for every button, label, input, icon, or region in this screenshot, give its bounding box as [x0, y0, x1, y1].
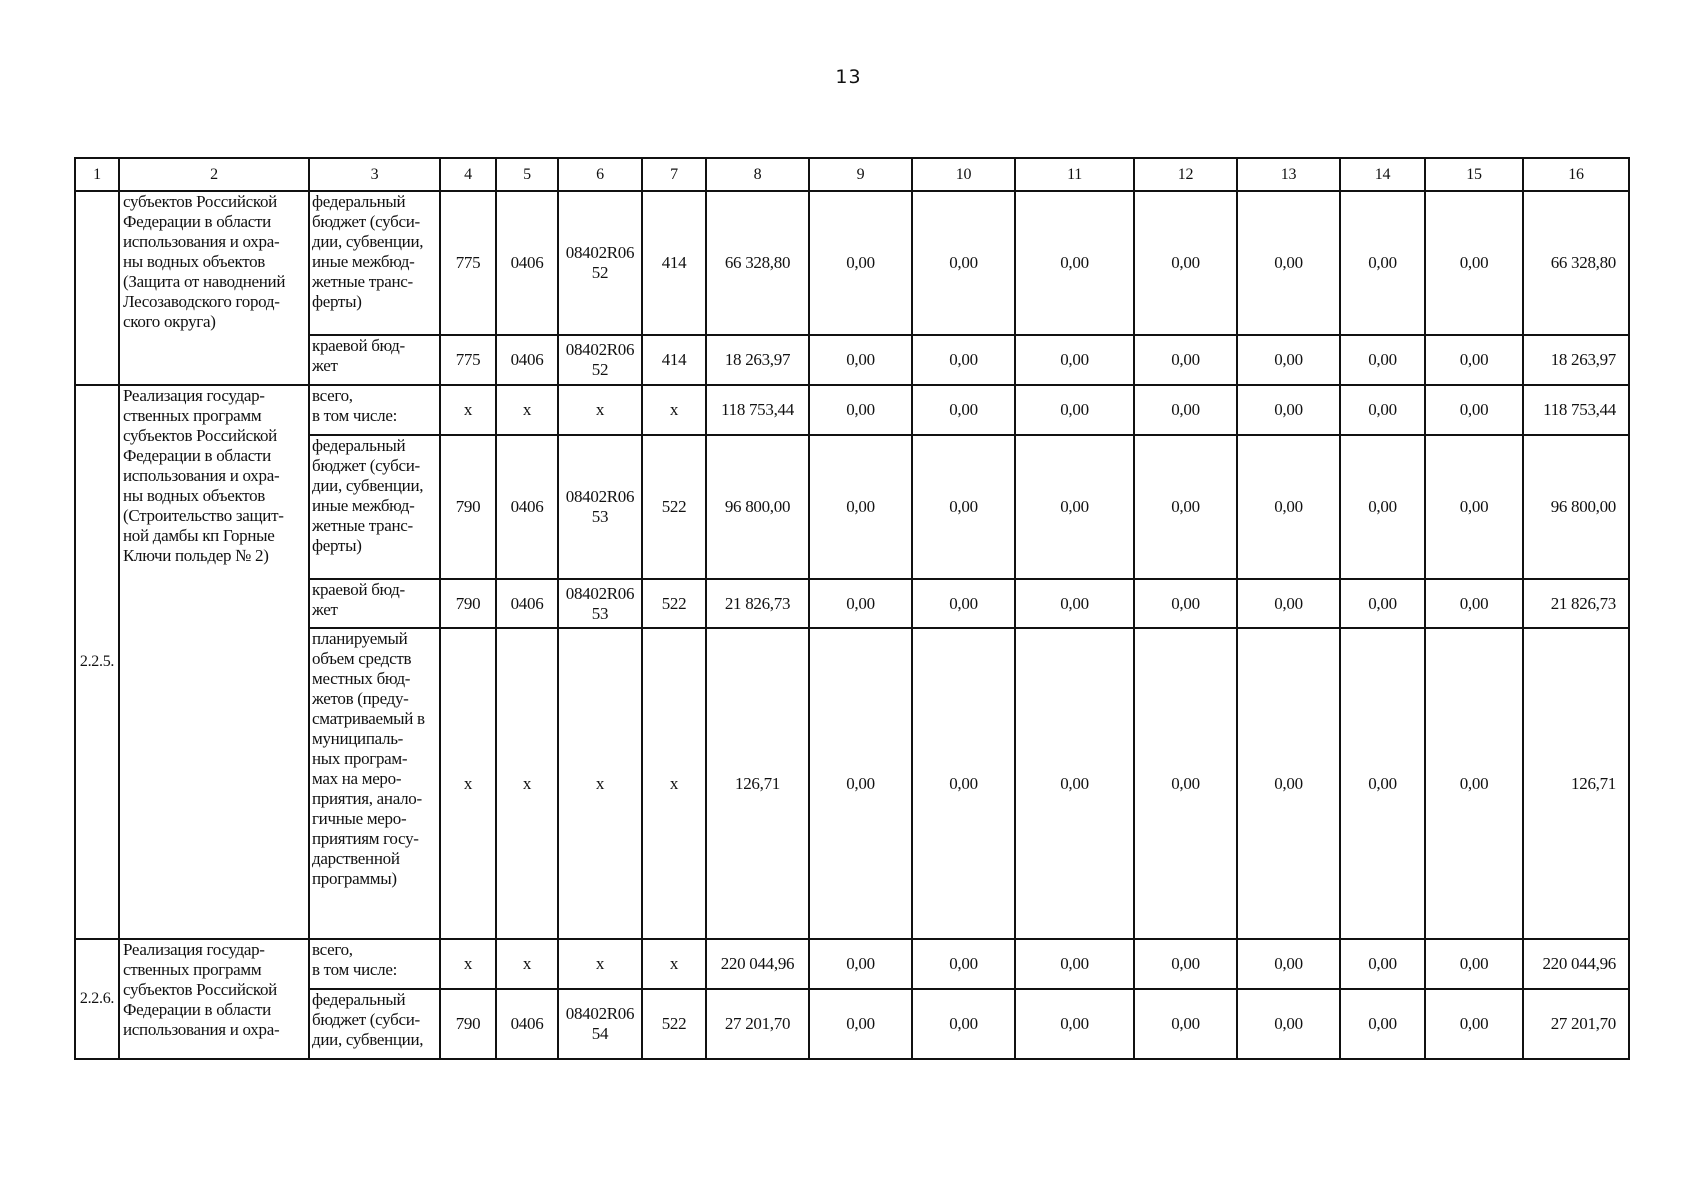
cell-c10: 0,00 — [912, 628, 1015, 939]
cell-c4: 790 — [440, 579, 496, 628]
cell-c7: 522 — [642, 989, 706, 1059]
cell-c11: 0,00 — [1015, 191, 1134, 335]
table-row — [75, 579, 1629, 628]
cell-c5: x — [496, 385, 558, 435]
cell-c11: 0,00 — [1015, 939, 1134, 989]
cell-c6: 08402R06 53 — [558, 579, 642, 628]
cell-c4: x — [440, 385, 496, 435]
funding-source: краевой бюд- жет — [309, 335, 440, 385]
cell-c10: 0,00 — [912, 579, 1015, 628]
cell-c12: 0,00 — [1134, 989, 1237, 1059]
cell-c13: 0,00 — [1237, 579, 1340, 628]
header-col-8: 8 — [706, 158, 809, 191]
header-col-12: 12 — [1134, 158, 1237, 191]
cell-c5: 0406 — [496, 335, 558, 385]
cell-c12: 0,00 — [1134, 579, 1237, 628]
cell-c11: 0,00 — [1015, 435, 1134, 579]
cell-c16: 126,71 — [1523, 628, 1629, 939]
funding-source: всего, в том числе: — [309, 385, 440, 435]
cell-c7: 414 — [642, 335, 706, 385]
header-row — [75, 158, 1629, 191]
cell-c7: 522 — [642, 435, 706, 579]
cell-c5: 0406 — [496, 191, 558, 335]
funding-source: краевой бюд- жет — [309, 579, 440, 628]
cell-c4: x — [440, 628, 496, 939]
cell-c15: 0,00 — [1425, 191, 1523, 335]
cell-c7: 414 — [642, 191, 706, 335]
cell-c11: 0,00 — [1015, 385, 1134, 435]
cell-c4: 775 — [440, 191, 496, 335]
cell-c11: 0,00 — [1015, 989, 1134, 1059]
cell-c12: 0,00 — [1134, 335, 1237, 385]
cell-c4: 790 — [440, 435, 496, 579]
cell-c12: 0,00 — [1134, 435, 1237, 579]
cell-c8: 126,71 — [706, 628, 809, 939]
cell-c14: 0,00 — [1340, 989, 1425, 1059]
row-index — [75, 191, 119, 385]
funding-source: федеральный бюджет (субси- дии, субвенции, иные межбюд- жетные транс- ферты) — [309, 191, 440, 335]
header-col-15: 15 — [1425, 158, 1523, 191]
cell-c8: 21 826,73 — [706, 579, 809, 628]
header-col-2: 2 — [119, 158, 309, 191]
cell-c8: 27 201,70 — [706, 989, 809, 1059]
table-row — [75, 989, 1629, 1059]
cell-c11: 0,00 — [1015, 335, 1134, 385]
cell-c13: 0,00 — [1237, 385, 1340, 435]
table-row — [75, 191, 1629, 335]
cell-c5: x — [496, 939, 558, 989]
cell-c5: 0406 — [496, 435, 558, 579]
budget-table — [74, 157, 1630, 1060]
cell-c6: x — [558, 385, 642, 435]
cell-c14: 0,00 — [1340, 385, 1425, 435]
table-row — [75, 435, 1629, 579]
cell-c12: 0,00 — [1134, 939, 1237, 989]
header-col-4: 4 — [440, 158, 496, 191]
cell-c15: 0,00 — [1425, 939, 1523, 989]
header-col-13: 13 — [1237, 158, 1340, 191]
cell-c9: 0,00 — [809, 628, 912, 939]
cell-c6: 08402R06 52 — [558, 335, 642, 385]
cell-c6: 08402R06 54 — [558, 989, 642, 1059]
header-col-14: 14 — [1340, 158, 1425, 191]
cell-c13: 0,00 — [1237, 989, 1340, 1059]
cell-c11: 0,00 — [1015, 628, 1134, 939]
cell-c5: x — [496, 628, 558, 939]
cell-c4: 790 — [440, 989, 496, 1059]
funding-source: федеральный бюджет (субси- дии, субвенции, иные межбюд- жетные транс- ферты) — [309, 435, 440, 579]
cell-c8: 96 800,00 — [706, 435, 809, 579]
cell-c16: 118 753,44 — [1523, 385, 1629, 435]
cell-c14: 0,00 — [1340, 579, 1425, 628]
cell-c9: 0,00 — [809, 335, 912, 385]
cell-c15: 0,00 — [1425, 385, 1523, 435]
cell-c14: 0,00 — [1340, 628, 1425, 939]
header-col-9: 9 — [809, 158, 912, 191]
funding-source: всего, в том числе: — [309, 939, 440, 989]
funding-source: федеральный бюджет (субси- дии, субвенции, — [309, 989, 440, 1059]
cell-c15: 0,00 — [1425, 989, 1523, 1059]
header-col-6: 6 — [558, 158, 642, 191]
cell-c16: 21 826,73 — [1523, 579, 1629, 628]
cell-c16: 66 328,80 — [1523, 191, 1629, 335]
table-row — [75, 335, 1629, 385]
cell-c9: 0,00 — [809, 989, 912, 1059]
cell-c13: 0,00 — [1237, 191, 1340, 335]
cell-c10: 0,00 — [912, 435, 1015, 579]
table-row — [75, 385, 1629, 435]
cell-c10: 0,00 — [912, 989, 1015, 1059]
cell-c16: 27 201,70 — [1523, 989, 1629, 1059]
cell-c15: 0,00 — [1425, 435, 1523, 579]
table-row — [75, 939, 1629, 989]
cell-c4: x — [440, 939, 496, 989]
row-index: 2.2.5. — [75, 385, 119, 939]
cell-c10: 0,00 — [912, 191, 1015, 335]
cell-c16: 18 263,97 — [1523, 335, 1629, 385]
cell-c9: 0,00 — [809, 385, 912, 435]
measure-name: Реализация государ- ственных программ субъектов Российской Федерации в области использования и охра- — [119, 939, 309, 1059]
cell-c9: 0,00 — [809, 579, 912, 628]
cell-c9: 0,00 — [809, 191, 912, 335]
cell-c8: 220 044,96 — [706, 939, 809, 989]
cell-c14: 0,00 — [1340, 435, 1425, 579]
cell-c11: 0,00 — [1015, 579, 1134, 628]
cell-c12: 0,00 — [1134, 191, 1237, 335]
page-number: 13 — [835, 66, 862, 88]
cell-c15: 0,00 — [1425, 579, 1523, 628]
row-index: 2.2.6. — [75, 939, 119, 1059]
cell-c13: 0,00 — [1237, 939, 1340, 989]
cell-c14: 0,00 — [1340, 191, 1425, 335]
measure-name: Реализация государ- ственных программ субъектов Российской Федерации в области использования и охра- ны водных объектов (Строительство защит- ной дамбы кп Горные Ключи польдер № 2) — [119, 385, 309, 939]
cell-c4: 775 — [440, 335, 496, 385]
funding-source: планируемый объем средств местных бюд- жетов (преду- сматриваемый в муниципаль- ных програм- мах на меро- приятия, анало- гичные меро- приятиям госу- дарственной программы) — [309, 628, 440, 939]
header-col-11: 11 — [1015, 158, 1134, 191]
cell-c6: x — [558, 939, 642, 989]
cell-c6: x — [558, 628, 642, 939]
cell-c10: 0,00 — [912, 385, 1015, 435]
cell-c9: 0,00 — [809, 435, 912, 579]
header-col-10: 10 — [912, 158, 1015, 191]
cell-c16: 96 800,00 — [1523, 435, 1629, 579]
cell-c5: 0406 — [496, 989, 558, 1059]
cell-c6: 08402R06 52 — [558, 191, 642, 335]
cell-c10: 0,00 — [912, 939, 1015, 989]
cell-c8: 66 328,80 — [706, 191, 809, 335]
cell-c8: 118 753,44 — [706, 385, 809, 435]
cell-c15: 0,00 — [1425, 335, 1523, 385]
cell-c7: 522 — [642, 579, 706, 628]
header-col-5: 5 — [496, 158, 558, 191]
cell-c10: 0,00 — [912, 335, 1015, 385]
header-col-7: 7 — [642, 158, 706, 191]
measure-name: субъектов Российской Федерации в области использования и охра- ны водных объектов (Защита от наводнений Лесозаводского город- ского округа) — [119, 191, 309, 385]
cell-c8: 18 263,97 — [706, 335, 809, 385]
cell-c14: 0,00 — [1340, 939, 1425, 989]
header-col-1: 1 — [75, 158, 119, 191]
cell-c12: 0,00 — [1134, 628, 1237, 939]
cell-c15: 0,00 — [1425, 628, 1523, 939]
cell-c13: 0,00 — [1237, 435, 1340, 579]
table-row — [75, 628, 1629, 939]
cell-c7: x — [642, 385, 706, 435]
cell-c13: 0,00 — [1237, 335, 1340, 385]
header-col-3: 3 — [309, 158, 440, 191]
cell-c14: 0,00 — [1340, 335, 1425, 385]
cell-c12: 0,00 — [1134, 385, 1237, 435]
header-col-16: 16 — [1523, 158, 1629, 191]
cell-c9: 0,00 — [809, 939, 912, 989]
cell-c13: 0,00 — [1237, 628, 1340, 939]
cell-c7: x — [642, 628, 706, 939]
cell-c6: 08402R06 53 — [558, 435, 642, 579]
cell-c5: 0406 — [496, 579, 558, 628]
cell-c16: 220 044,96 — [1523, 939, 1629, 989]
cell-c7: x — [642, 939, 706, 989]
